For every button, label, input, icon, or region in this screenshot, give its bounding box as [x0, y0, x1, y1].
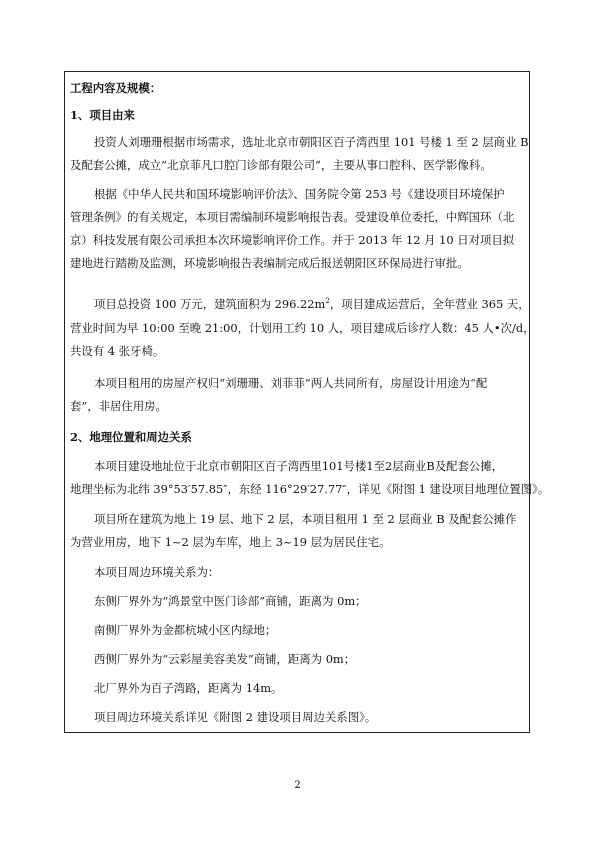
paragraph-line: 共设有 4 张牙椅。 [70, 344, 165, 358]
subsection-title-2: 2、地理位置和周边关系 [70, 430, 192, 444]
operation-text: ，项目建成运营后，全年营业 365 天， [329, 297, 530, 311]
paragraph-line: 本项目租用的房屋产权归“刘珊珊、刘菲菲”两人共同所有，房屋设计用途为“配 [94, 376, 488, 390]
area-text: 项目总投资 100 万元，建筑面积为 296.22m [94, 297, 326, 311]
paragraph-line: 建地进行踏勘及监测，环境影响报告表编制完成后报送朝阳区环保局进行审批。 [70, 256, 469, 270]
paragraph-line: 本项目建设地址位于北京市朝阳区百子湾西里101号楼1至2层商业B及配套公摊， [94, 459, 504, 473]
surroundings-north: 北厂界外为百子湾路，距离为 14m。 [94, 681, 283, 695]
paragraph-line [94, 296, 550, 312]
paragraph-line: 为营业用房，地下 1~2 层为车库，地上 3~19 层为居民住宅。 [70, 535, 391, 549]
paragraph-line: 京）科技发展有限公司承担本次环境影响评价工作。并于 2013 年 12 月 10 日对项目拟 [70, 233, 515, 247]
paragraph-line: 及配套公摊，成立“北京菲凡口腔门诊部有限公司”，主要从事口腔科、医学影像科。 [70, 158, 492, 172]
paragraph-line: 地理坐标为北纬 39°53′57.85″，东经 116°29′27.77″，详见《附图 1 建设项目地理位置图》。 [70, 482, 550, 496]
section-title: 工程内容及规模： [70, 81, 162, 95]
surroundings-intro: 本项目周边环境关系为： [94, 565, 220, 579]
surroundings-south: 南侧厂界外为金都杭城小区内绿地； [94, 623, 277, 637]
paragraph-line: 投资人刘珊珊根据市场需求，选址北京市朝阳区百子湾西里 101 号楼 1 至 2 层商业 B [94, 135, 529, 149]
surroundings-closing: 项目周边环境关系详见《附图 2 建设项目周边关系图》。 [94, 710, 377, 724]
subsection-title-1: 1、项目由来 [70, 108, 135, 122]
paragraph-line: 根据《中华人民共和国环境影响评价法》、国务院令第 253 号《建设项目环境保护 [94, 187, 505, 201]
paragraph-line: 套”，非居住用房。 [70, 399, 167, 413]
surroundings-east: 东侧厂界外为“鸿景堂中医门诊部”商铺，距离为 0m； [94, 594, 367, 608]
paragraph-line: 营业时间为早 10:00 至晚 21:00，计划用工约 10 人，项目建成后诊疗人数：45 人•次/d， [70, 321, 535, 335]
superscript: 2 [325, 297, 330, 306]
paragraph-line: 项目所在建筑为地上 19 层、地下 2 层，本项目租用 1 至 2 层商业 B 及配套公摊作 [94, 512, 517, 526]
surroundings-west: 西侧厂界外为“云彩屋美容美发”商铺，距离为 0m； [94, 652, 356, 666]
page-number: 2 [294, 780, 301, 791]
paragraph-line: 管理条例》的有关规定，本项目需编制环境影响报告表。受建设单位委托，中辉国环（北 [70, 210, 515, 224]
